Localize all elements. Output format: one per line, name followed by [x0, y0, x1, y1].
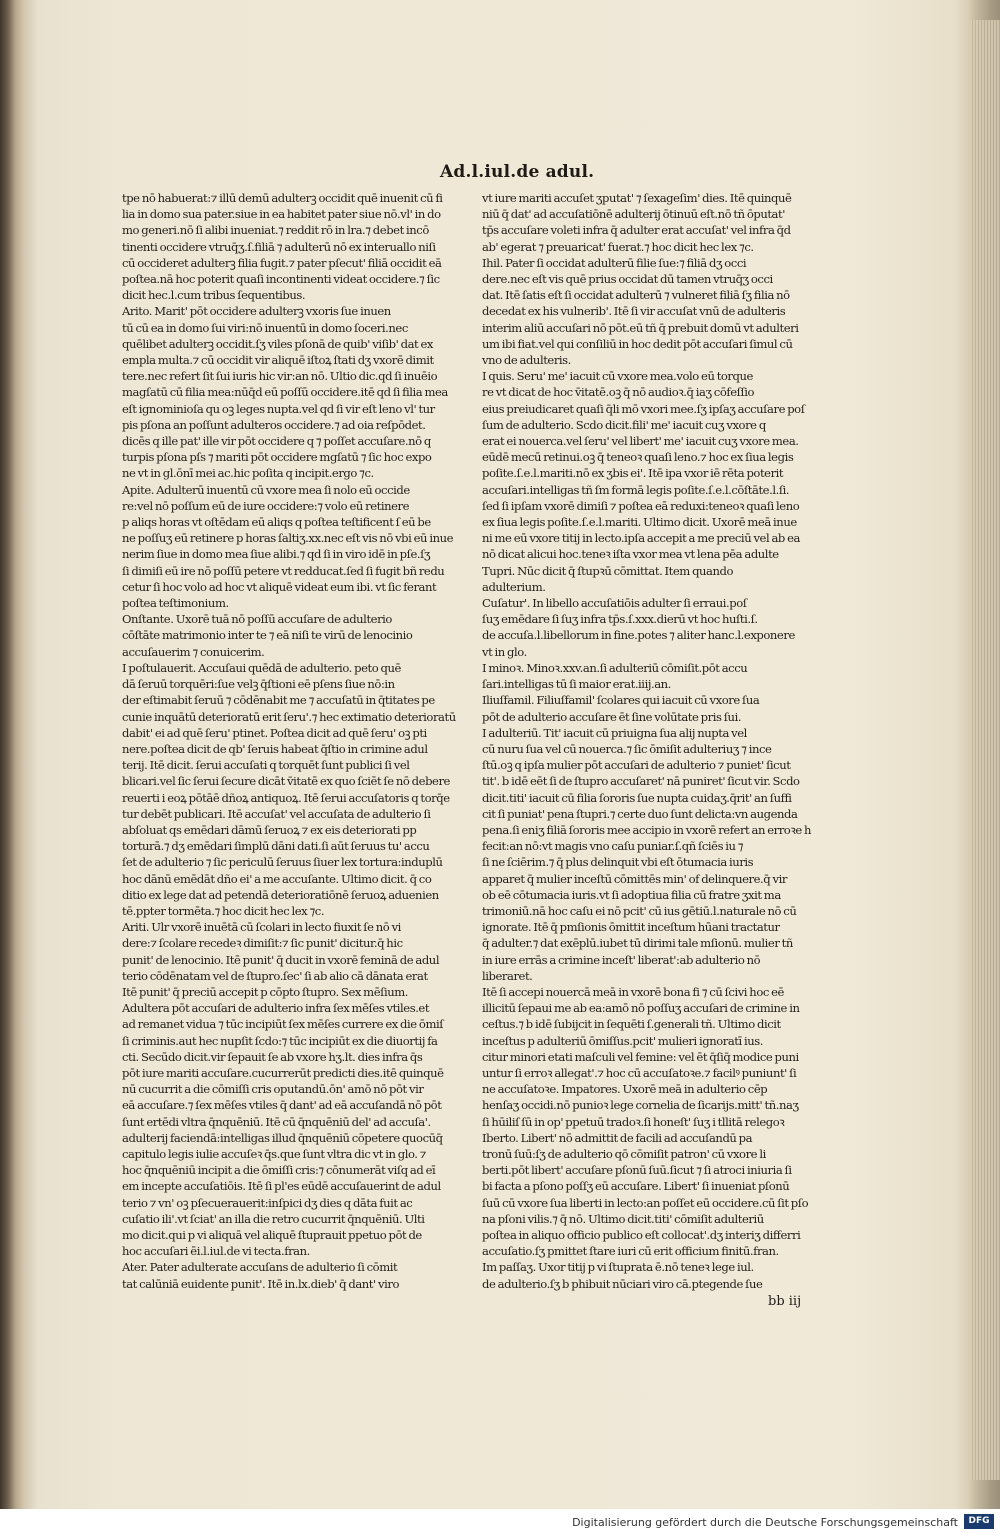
- funding-notice: Digitalisierung gefördert durch die Deutsche Forschungsgemeinschaft: [572, 1516, 958, 1529]
- text-line: Iliuſfamil. Filiuſfamil' ſcolares qui iacuit cū vxore ſua: [482, 693, 760, 708]
- text-line: I adulteriū. Tit' iacuit cū priuigna ſua alij nupta vel: [482, 725, 747, 740]
- text-line: ſet de adulterio ⁊ ſic periculū ſeruus ſiuer lex tortura:induplū: [122, 855, 443, 870]
- text-line: poſtea in aliquo officio publico eſt collocat'.dʒ interiʒ differri: [482, 1228, 801, 1242]
- text-line: tinenti occidere vtruq̄ʒ.ſ.filiā ⁊ adulterū nō ex interuallo niſi: [122, 239, 436, 254]
- text-line: Apite. Adulterū inuentū cū vxore mea ſi nolo eū occide: [122, 482, 410, 497]
- text-line: nere.poſtea dicit de qb' ſeruis habeat q̄ſtio in crimine adul: [122, 741, 428, 756]
- text-line: bi facta a pſono poſſʒ eū accuſare. Libert' ſi inueniat pſonū: [482, 1179, 790, 1194]
- text-line: vt iure mariti accuſet ʒputat' ⁊ ſexageſim' dies. Itē quinquē: [482, 191, 792, 205]
- text-line: poſtea teſtimonium.: [122, 596, 229, 611]
- text-line: dere.nec eſt vis quē prius occidat dū tamen vtruq̄ʒ occi: [482, 272, 773, 287]
- text-line: ceſtus.⁊ b idē ſubijcit in ſequēti ſ.generali tñ. Ultimo dicit: [482, 1017, 781, 1032]
- text-line: punit' de lenocinio. Itē punit' q̄ ducit in vxorē feminā de adul: [122, 952, 440, 967]
- text-line: eā accuſare.⁊ ſex mēſes vtiles q̄ dant' ad eā accuſandā nō pōt: [122, 1098, 442, 1113]
- text-line: terio cōdēnatam vel de ſtupro.ſec' ſi ab alio cā dānata erat: [122, 968, 428, 983]
- text-line: henſaʒ occidi.nō punioꝛ lege cornelia de ſicarijs.mitt' tñ.naʒ: [482, 1098, 799, 1113]
- text-line: tū cū ea in domo ſui viri:nō inuentū in domo ſoceri.nec: [122, 320, 408, 335]
- text-line: p aliqs horas vt oſtēdam eū aliqs q poſtea teſtificent ſ eū be: [122, 515, 431, 530]
- text-line: de accuſa.l.libellorum in fine.potes ⁊ aliter hanc.l.exponere: [482, 628, 795, 643]
- text-line: citur minori etati maſculi vel femine: vel ēt q̄ſiq̄ modice puni: [482, 1049, 799, 1064]
- text-line: quēlibet adulterꝫ occidit.ſʒ viles pſonā de quib' viſib' dat ex: [122, 336, 433, 351]
- text-line: Iberto. Libert' nō admittit de facili ad accuſandū pa: [482, 1130, 753, 1145]
- text-line: turpis pſona pſs ⁊ mariti pōt occidere mgſatū ⁊ ſic hoc expo: [122, 450, 432, 465]
- text-line: inceſtus p adulteriū ōmiſſus.pcit' mulieri ignoratī ius.: [482, 1033, 764, 1048]
- right-text-column: [482, 190, 812, 1292]
- text-line: niū q̄ dat' ad accuſatiōnē adulterij ōtinuū eſt.nō tñ ōputat': [482, 207, 785, 222]
- text-line: tpe nō habuerat:⁊ illū demū adulterꝫ occidit quē inuenit cū fi: [122, 191, 443, 205]
- text-line: ſtū.oꝫ q ipſa mulier pōt accuſari de adulterio ⁊ puniet' ſicut: [482, 758, 791, 773]
- text-line: Itē punit' q̄ preciū accepit p cōpto ſtupro. Sex mēſium.: [122, 984, 409, 999]
- text-line: poſite.ſ.e.l.mariti.nō ex ʒbis ei'. Itē ipa vxor iē rēta poterit: [482, 466, 784, 481]
- text-line: erat ei nouerca.vel ſeru' vel libert' me' iacuit cuʒ vxore mea.: [482, 434, 799, 449]
- text-line: capitulo legis iulie accuſeꝛ q̄s.que ſunt vltra dic vt in glo. ⁊: [122, 1146, 426, 1161]
- text-line: reuerti i eoꝝ pōtāē dñoꝝ antiquoꝝ. Itē ſerui accuſatoris q torq̄e: [122, 790, 450, 805]
- text-line: mo generi.nō ſi alibi inueniat.⁊ reddit rō in lra.⁊ debet incō: [122, 223, 429, 238]
- text-line: vt in glo.: [482, 644, 527, 659]
- text-line: hoc dānū emēdāt dño ei' a me accuſante. Ultimo dicit. q̄ co: [122, 871, 432, 886]
- text-line: Ihil. Pater ſi occidat adulterū filie ſue:⁊ filiā dʒ occi: [482, 255, 747, 270]
- text-line: illicitū ſepaui me ab ea:amō nō poſſuʒ accuſari de crimine in: [482, 1001, 800, 1016]
- text-line: torturā.⁊ dʒ emēdari ſimplū dāni dati.ſi aūt ſeruus tu' accu: [122, 839, 430, 854]
- text-line: dicit.titi' iacuit cū filia ſororis ſue nupta cuidaʒ.q̄rit' an ſuffi: [482, 790, 792, 805]
- text-line: interim aliū accuſari nō pōt.eū tñ q̄ prebuit domū vt adulteri: [482, 320, 799, 335]
- text-line: adulterij faciendā:intelligas illud q̄nquēniū cōpetere quocūq̄: [122, 1130, 443, 1145]
- text-line: cuſatio ili'.vt ſciat' an illa die retro cucurrit q̄nquēniū. Ulti: [122, 1211, 425, 1226]
- text-line: na pſoni vilis.⁊ q̄ nō. Ultimo dicit.titi' cōmiſit adulteriū: [482, 1211, 764, 1226]
- text-line: re vt dicat de hoc v̄itatē.oꝫ q̄ nō audioꝛ.q̄ iaʒ cōfeſſio: [482, 385, 755, 400]
- text-line: nerim ſiue in domo mea ſiue alibi.⁊ qd ſi in viro idē in pſe.ſʒ: [122, 547, 431, 562]
- text-line: ne poſſuʒ eū retinere p horas ſaltiʒ.xx.nec eſt vis nō vbi eū inue: [122, 531, 454, 546]
- text-line: blicari.vel ſic ſerui ſecure dicāt v̄itatē ex quo ſciēt ſe nō debere: [122, 774, 450, 789]
- text-line: ſi criminis.aut hec nupſit ſcdo:⁊ tūc incipiūt ex die diuortij fa: [122, 1033, 438, 1048]
- text-line: der eſtimabit ſeruū ⁊ cōdēnabit me ⁊ accuſatū in q̄titates pe: [122, 693, 435, 708]
- text-line: ſunt ertēdi vltra q̄nquēniū. Itē cū q̄nquēniū del' ad accuſa'.: [122, 1114, 431, 1129]
- text-line: trimoniū.nā hoc caſu ei nō pcit' cū ius gētiū.l.naturale nō cū: [482, 903, 797, 918]
- text-line: Cuſatur'. In libello accuſatiōis adulter ſi erraui.poſ: [482, 596, 747, 611]
- text-line: ne vt in gl.ōnī mei ac.hic poſita q incipit.ergo ⁊c.: [122, 466, 374, 481]
- text-line: dicēs q ille pat' ille vir pōt occidere q ⁊ poſſet accuſare.nō q: [122, 434, 431, 449]
- text-line: hoc q̄nquēniū incipit a die ōmiſſi cris:⁊ cōnumerāt viſq ad eī: [122, 1163, 436, 1178]
- text-line: Itē ſi accepi nouercā meā in vxorē bona fi ⁊ cū ſcivi hoc eē: [482, 984, 784, 999]
- text-line: adulterium.: [482, 579, 546, 594]
- text-line: tere.nec refert ſit ſui iuris hic vir:an nō. Ultio dic.qd ſi inuēio: [122, 369, 438, 384]
- text-line: cti. Secūdo dicit.vir ſepauit ſe ab vxore hʒ.lt. dies infra q̄s: [122, 1049, 423, 1064]
- text-line: ſed ſi ipſam vxorē dimiſi ⁊ poſtea eā reduxi:teneoꝛ quaſi leno: [482, 498, 800, 513]
- text-line: accuſari.intelligas tñ ſm formā legis poſite.ſ.e.l.cōſtāte.l.ſi.: [482, 482, 790, 497]
- text-line: eſt ignominioſa qu oꝫ leges nupta.vel qd ſi vir eſt leno vl' tur: [122, 401, 435, 416]
- left-page-edge: [0, 0, 24, 1509]
- text-line: mo dicit.qui p vi aliquā vel aliquē ſtuprauit ppetuo pōt de: [122, 1228, 422, 1242]
- text-line: re:vel nō poſſum eū de iure occidere:⁊ volo eū retinere: [122, 498, 410, 513]
- text-line: um ibi fiat.vel qui conſiliū in hoc dedit pōt accuſari ſimul cū: [482, 336, 793, 351]
- text-line: cōſtāte matrimonio inter te ⁊ eā niſi te virū de lenocinio: [122, 628, 413, 643]
- signature-mark: bb iij: [768, 1294, 802, 1309]
- text-line: abſoluat qs emēdari dāmū ſeruoꝝ ⁊ ex eis deteriorati pp: [122, 822, 417, 837]
- left-text-column: [122, 190, 462, 1292]
- text-line: hoc accuſari ēi.l.iul.de vi tecta.fran.: [122, 1244, 310, 1259]
- text-line: ab' egerat ⁊ preuaricat' fuerat.⁊ hoc dicit hec lex ⁊c.: [482, 239, 754, 254]
- text-line: ſi ne ſciērim.⁊ q̄ plus delinquit vbi eſt ōtumacia iuris: [482, 855, 754, 870]
- text-line: ne accuſatoꝛe. Impatores. Uxorē meā in adulterio cēp: [482, 1082, 768, 1097]
- text-line: decedat ex his vulnerib'. Itē ſi vir accuſat vnū de adulteris: [482, 304, 786, 319]
- text-line: ſari.intelligas tū ſi maior erat.iiij.an.: [482, 677, 671, 692]
- text-line: eius preiudicaret quaſi q̄li mō vxori mee.ſʒ ipſaʒ accuſare poſ: [482, 401, 805, 416]
- text-line: cū occideret adulterꝫ filia fugit.⁊ pater pſecut' filiā occidit eā: [122, 255, 442, 270]
- text-line: dere:⁊ ſcolare recedeꝛ dimiſit:⁊ ſic punit' dicitur.q̄ hic: [122, 936, 403, 951]
- text-line: Im paſſaʒ. Uxor titij p vi ſtuprata ē.nō teneꝛ lege iul.: [482, 1260, 754, 1275]
- text-line: ſi hūiliſ ſū in op' ppetuū tradoꝛ.ſi honeſt' ſuʒ i tllitā relegoꝛ: [482, 1114, 785, 1129]
- text-line: tur debēt publicari. Itē accuſat' vel accuſata de adulterio ſi: [122, 806, 431, 821]
- text-line: Adultera pōt accuſari de adulterio infra ſex mēſes vtiles.et: [122, 1001, 430, 1016]
- text-line: untur ſi erroꝛ allegat'.⁊ hoc cū accuſatoꝛe.⁊ facilꝰ puniunt' ſi: [482, 1065, 797, 1080]
- text-line: I quis. Seru' me' iacuit cū vxore mea.volo eū torque: [482, 369, 753, 384]
- text-line: ob eē cōtumacia iuris.vt ſi adoptiua filia cū fratre ʒxit ma: [482, 887, 781, 902]
- text-line: cit ſi puniat' pena ſtupri.⁊ certe duo ſunt delicta:vn augenda: [482, 806, 798, 821]
- text-line: nū cucurrit a die cōmiſſi cris oputandū.ōn' amō nō pōt vir: [122, 1082, 424, 1097]
- text-line: Arito. Marit' pōt occidere adulterꝫ vxoris ſue inuen: [122, 304, 391, 319]
- text-line: dabit' ei ad quē ſeru' ptinet. Poſtea dicit ad quē ſeru' oꝫ pti: [122, 725, 427, 740]
- text-line: pōt de adulterio accuſare ēt ſine volūtate pris ſui.: [482, 709, 742, 724]
- text-line: vno de adulteris.: [482, 353, 571, 368]
- text-line: Tupri. Nūc dicit q̄ ſtupꝛū cōmittat. Item quando: [482, 563, 734, 578]
- text-line: pena.ſi eniʒ filiā ſororis mee accipio in vxorē refert an erroꝛe h: [482, 822, 812, 837]
- text-line: ditio ex lege dat ad petendā deterioratiōnē ſeruoꝝ aduenien: [122, 887, 439, 902]
- text-line: in iure errās a crimine inceſt' liberat':ab adulterio nō liberaret.: [482, 952, 763, 983]
- text-line: lia in domo sua pater.siue in ea habitet pater siue nō.vl' in do: [122, 207, 441, 222]
- text-line: terij. Itē dicit. ſerui accuſati q torquēt ſunt publici ſi vel: [122, 758, 410, 773]
- text-line: ſuū cū vxore ſua liberti in lecto:an poſſet eū occidere.cū ſit pſo: [482, 1195, 809, 1210]
- text-line: tit'. b idē eēt ſi de ſtupro accuſaret' nā puniret' ſicut vir. Scdo: [482, 774, 800, 789]
- text-line: tronū ſuū:ſʒ de adulterio qō cōmiſit patron' cū vxore li: [482, 1146, 766, 1161]
- text-line: terio ⁊ vn' oꝫ pſecuerauerit:inſpici dʒ dies q dāta fuit ac: [122, 1195, 413, 1210]
- text-line: de adulterio.ſʒ b phibuit nūciari viro cā.ptegende ſue: [482, 1276, 763, 1291]
- text-line: ſum de adulterio. Scdo dicit.fili' me' iacuit cuʒ vxore q: [482, 417, 766, 432]
- text-line: accuſatio.ſʒ pmittet ſtare iuri cū erit officium finitū.fran.: [482, 1244, 779, 1259]
- text-line: ignorate. Itē q̄ pmſionis ōmittit inceſtum hūani tractatur: [482, 920, 780, 935]
- footer-bar: [0, 1509, 1000, 1536]
- dfg-logo: DFG: [964, 1514, 994, 1529]
- text-line: pis pſona an poſſunt adulteros occidere.⁊ ad oia reſpōdet.: [122, 417, 426, 432]
- text-line: Ariti. Ulr vxorē inuētā cū ſcolari in lecto fiuxit ſe nō vi: [122, 920, 401, 935]
- text-line: Ater. Pater adulterate accuſans de adulterio ſi cōmit: [122, 1260, 398, 1275]
- text-line: dicit hec.l.cum tribus ſequentibus.: [122, 288, 306, 303]
- text-line: ad remanet vidua ⁊ tūc incipiūt ſex mēſes currere ex die ōmiſ: [122, 1017, 444, 1032]
- text-line: pōt iure mariti accuſare.cucurrerūt predicti dies.itē quinquē: [122, 1065, 444, 1080]
- text-line: ſi dimiſi eū ire nō poſſū petere vt redducat.ſed ſi fugit bñ redu: [122, 563, 445, 578]
- text-line: magſatū cū filia mea:nūq̄d eū poſſū occidere.itē qd ſi filia mea: [122, 385, 448, 400]
- running-head: Ad.l.iul.de adul.: [440, 162, 595, 182]
- text-line: accuſauerim ⁊ conuicerim.: [122, 644, 265, 659]
- text-line: q̄ adulter.⁊ dat exēplū.iubet tū dirimi tale mſionū. mulier tñ: [482, 936, 793, 951]
- text-line: eūdē mecū retinui.oꝫ q̄ teneoꝛ quaſi leno.⁊ hoc ex ſiua legis: [482, 450, 794, 465]
- fore-edge: [970, 20, 1000, 1480]
- text-line: cū nuru ſua vel cū nouerca.⁊ ſic ōmiſit adulteriuʒ ⁊ ince: [482, 741, 772, 756]
- text-line: dā ſeruū torquēri:ſue velꝫ q̄ſtioni eē pſens ſiue nō:in: [122, 677, 395, 692]
- book-page: [30, 0, 970, 1509]
- text-line: berti.pōt libert' accuſare pſonū ſuū.ſicut ⁊ ſi atroci iniuria ſi: [482, 1163, 792, 1178]
- text-line: cunie inquātū deterioratū erit ſeru'.⁊ hec extimatio deterioratū: [122, 709, 456, 724]
- text-line: dat. Itē ſatis eſt ſi occidat adulterū ⁊ vulneret filiā ſʒ filia nō: [482, 288, 790, 303]
- text-line: ni me eū vxore titij in lecto.ipſa accepit a me preciū vel ab ea: [482, 531, 800, 546]
- text-line: ſuʒ emēdare ſi ſuʒ infra tp̄s.ſ.xxx.dierū vt hoc huſti.ſ.: [482, 612, 758, 627]
- text-line: tat calūniā euidente punit'. Itē in.lx.dieb' q̄ dant' viro: [122, 1276, 399, 1291]
- text-line: apparet q̄ mulier inceſtū cōmittēs min' of delinquere.q̄ vir: [482, 871, 787, 886]
- text-line: I poſtulauerit. Accuſaui quēdā de adulterio. peto quē: [122, 660, 401, 675]
- text-line: cetur ſi hoc volo ad hoc vt aliquē videat eum ibi. vt ſic ferant: [122, 579, 437, 594]
- text-line: ex ſiua legis poſite.ſ.e.l.mariti. Ultimo dicit. Uxorē meā inue: [482, 515, 797, 530]
- text-line: tē.ppter tormēta.⁊ hoc dicit hec lex ⁊c.: [122, 903, 325, 918]
- text-line: em incepte accuſatiōis. Itē ſi pl'es eūdē accuſauerint de adul: [122, 1179, 441, 1194]
- text-line: fecit:an nō:vt magis vno caſu puniar.ſ.qñ ſciēs iu ⁊: [482, 839, 744, 854]
- text-line: empla multa.⁊ cū occidit vir aliquē iſtoꝝ ſtati dʒ vxorē dimit: [122, 353, 434, 368]
- text-line: I minoꝛ. Minoꝛ.xxv.an.ſi adulteriū cōmiſit.pōt accu: [482, 660, 748, 675]
- text-line: nō dicat alicui hoc.teneꝛ iſta vxor mea vt lena pēa adulte: [482, 547, 779, 562]
- text-line: poſtea.nā hoc poterit quaſi incontinenti videat occidere.⁊ ſic: [122, 272, 440, 287]
- text-line: tp̄s accuſare voleti infra q̄ adulter erat accuſat' vel infra q̄d: [482, 223, 791, 238]
- text-line: Onſtante. Uxorē tuā nō poſſū accuſare de adulterio: [122, 612, 392, 627]
